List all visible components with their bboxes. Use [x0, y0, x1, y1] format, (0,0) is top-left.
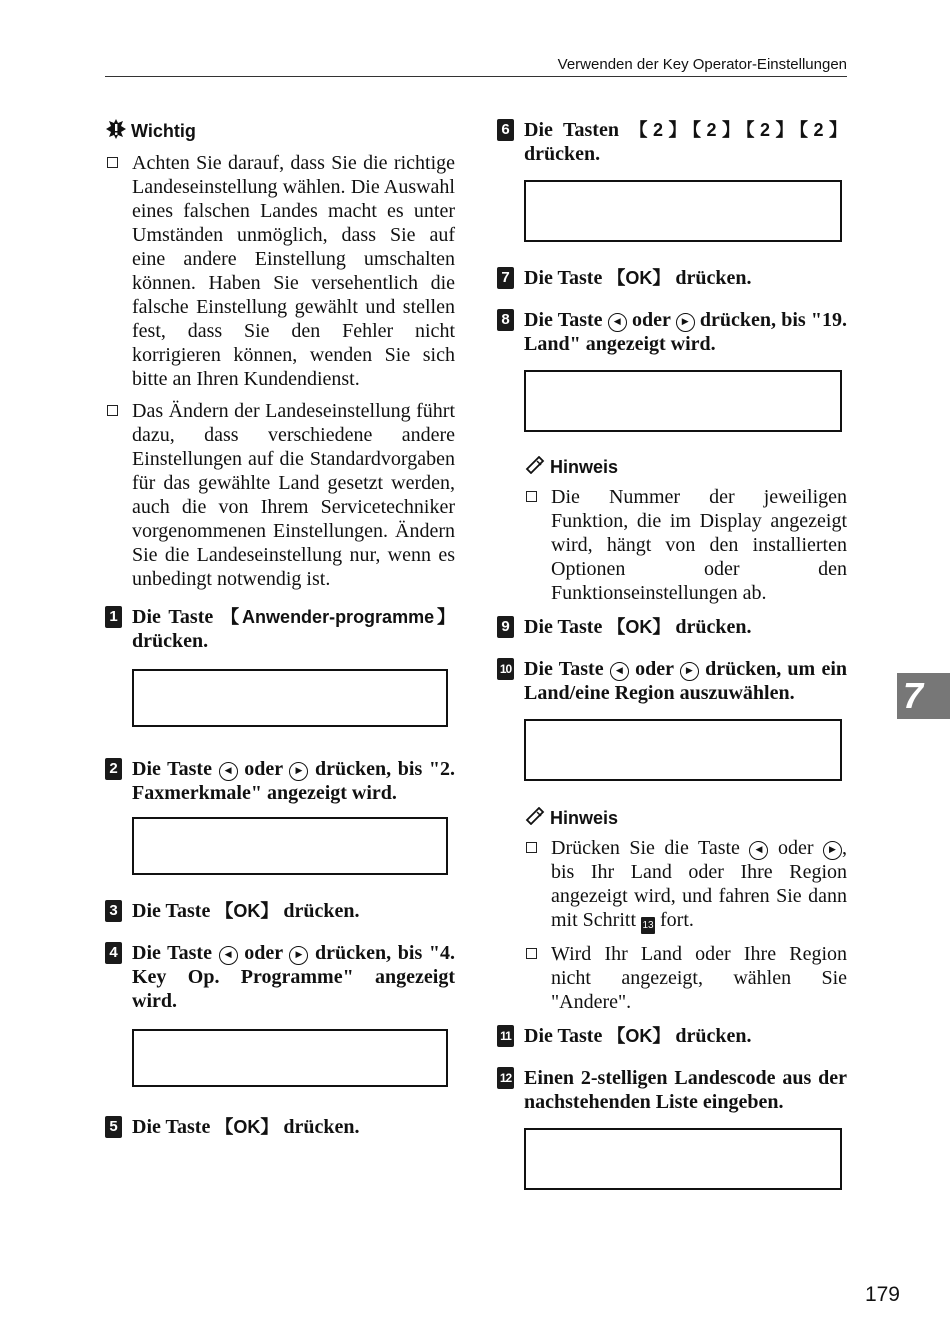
right-arrow-key-icon: ▶	[680, 662, 699, 681]
step-3: 3 Die Taste 【OK】 drücken.	[105, 899, 455, 923]
step-number: 1	[105, 606, 122, 628]
step-6: 6 Die Tasten 【2】【2】【2】【2】 drücken.	[497, 118, 847, 166]
warning-icon	[105, 118, 127, 145]
key-label: 【OK】	[607, 1026, 671, 1046]
key-label: 【OK】	[215, 901, 279, 921]
lcd-display	[524, 1128, 842, 1190]
important-heading	[105, 118, 455, 145]
list-item: Die Nummer der jeweiligen Funktion, die im Display angezeigt wird, hängt von den installierten Optionen oder den Funktionseinstellungen ab.	[524, 485, 847, 605]
step-5: 5 Die Taste 【OK】 drücken.	[105, 1115, 455, 1139]
step-number: 7	[497, 267, 514, 289]
step-number: 6	[497, 119, 514, 141]
step-7: 7 Die Taste 【OK】 drücken.	[497, 266, 847, 290]
right-column	[497, 118, 847, 1190]
lcd-display	[524, 370, 842, 432]
checkbox-icon	[526, 948, 537, 959]
step-number: 10	[497, 658, 514, 680]
left-arrow-key-icon: ◀	[608, 313, 627, 332]
key-label: 【OK】	[607, 268, 671, 288]
left-arrow-key-icon: ◀	[749, 841, 768, 860]
checkbox-icon	[107, 405, 118, 416]
key-label: 【OK】	[607, 617, 671, 637]
step-number: 12	[497, 1067, 514, 1089]
step-12: 12 Einen 2-stelligen Landescode aus der nachstehenden Liste eingeben.	[497, 1066, 847, 1114]
important-list	[105, 151, 455, 591]
step-number: 2	[105, 758, 122, 780]
step-4: 4 Die Taste ◀ oder ▶ drücken, bis "4. Key Op. Programme" angezeigt wird.	[105, 941, 455, 1013]
chapter-tab: 7	[897, 673, 950, 719]
lcd-display	[132, 669, 448, 727]
list-item: Achten Sie darauf, dass Sie die richtige Landeseinstellung wählen. Die Auswahl eines falschen Landes macht es unter Umständen unmöglich, dass Sie auf eine andere Einstellung umschalten können. Haben Sie versehentlich die falsche Einstellung gewählt und stellen fest, dass Sie den Fehler nicht korrigieren können, wenden Sie sich bitte an Ihren Kundendienst.	[105, 151, 455, 391]
right-arrow-key-icon: ▶	[823, 841, 842, 860]
right-arrow-key-icon: ▶	[676, 313, 695, 332]
step-reference-icon: 13	[641, 917, 655, 934]
hint-label: Hinweis	[550, 457, 619, 477]
step-10: 10 Die Taste ◀ oder ▶ drücken, um ein Land/eine Region auszuwählen.	[497, 657, 847, 705]
checkbox-icon	[526, 842, 537, 853]
step-8: 8 Die Taste ◀ oder ▶ drücken, bis "19. Land" angezeigt wird.	[497, 308, 847, 356]
step-number: 9	[497, 616, 514, 638]
step-number: 8	[497, 309, 514, 331]
left-arrow-key-icon: ◀	[610, 662, 629, 681]
step-number: 11	[497, 1025, 514, 1047]
step-9: 9 Die Taste 【OK】 drücken.	[497, 615, 847, 639]
left-arrow-key-icon: ◀	[219, 946, 238, 965]
step-11: 11 Die Taste 【OK】 drücken.	[497, 1024, 847, 1048]
step-number: 3	[105, 900, 122, 922]
list-item: Das Ändern der Landeseinstellung führt dazu, dass verschiedene andere Einstellungen auf die Standardvorgaben für das gewählte Land gesetzt werden, auch die von Ihrem Servicetechniker vorgenommenen Einstellungen. Ändern Sie die Landeseinstellung nur, wenn es unbedingt notwendig ist.	[105, 399, 455, 591]
checkbox-icon	[107, 157, 118, 168]
checkbox-icon	[526, 491, 537, 502]
page-header: Verwenden der Key Operator-Einstellungen	[105, 56, 847, 77]
pencil-icon	[524, 807, 546, 830]
list-item: Wird Ihr Land oder Ihre Region nicht angezeigt, wählen Sie "Andere".	[524, 942, 847, 1014]
step-number: 4	[105, 942, 122, 964]
lcd-display	[132, 817, 448, 875]
right-arrow-key-icon: ▶	[289, 762, 308, 781]
hint-2	[524, 807, 847, 1014]
left-arrow-key-icon: ◀	[219, 762, 238, 781]
step-number: 5	[105, 1116, 122, 1138]
key-label: 【2】【2】【2】【2】	[629, 120, 847, 140]
hint-heading	[524, 456, 847, 479]
key-label: 【OK】	[215, 1117, 279, 1137]
hint-1	[524, 456, 847, 605]
pencil-icon	[524, 456, 546, 479]
page-number: 179	[864, 1283, 900, 1306]
hint-heading	[524, 807, 847, 830]
left-column	[105, 118, 455, 1139]
lcd-display	[524, 719, 842, 781]
key-label: 【Anwender-programme】	[221, 607, 455, 627]
hint-label: Hinweis	[550, 808, 619, 828]
lcd-display	[132, 1029, 448, 1087]
list-item: Drücken Sie die Taste ◀ oder ▶ , bis Ihr Land oder Ihre Region angezeigt wird, und fahren Sie dann mit Schritt 13 fort.	[524, 836, 847, 934]
hint-list	[524, 836, 847, 1014]
step-2: 2 Die Taste ◀ oder ▶ drücken, bis "2. Faxmerkmale" angezeigt wird.	[105, 757, 455, 805]
hint-list	[524, 485, 847, 605]
right-arrow-key-icon: ▶	[289, 946, 308, 965]
step-1: 1 Die Taste 【Anwender-programme】 drücken.	[105, 605, 455, 653]
lcd-display	[524, 180, 842, 242]
important-label: Wichtig	[131, 121, 196, 141]
